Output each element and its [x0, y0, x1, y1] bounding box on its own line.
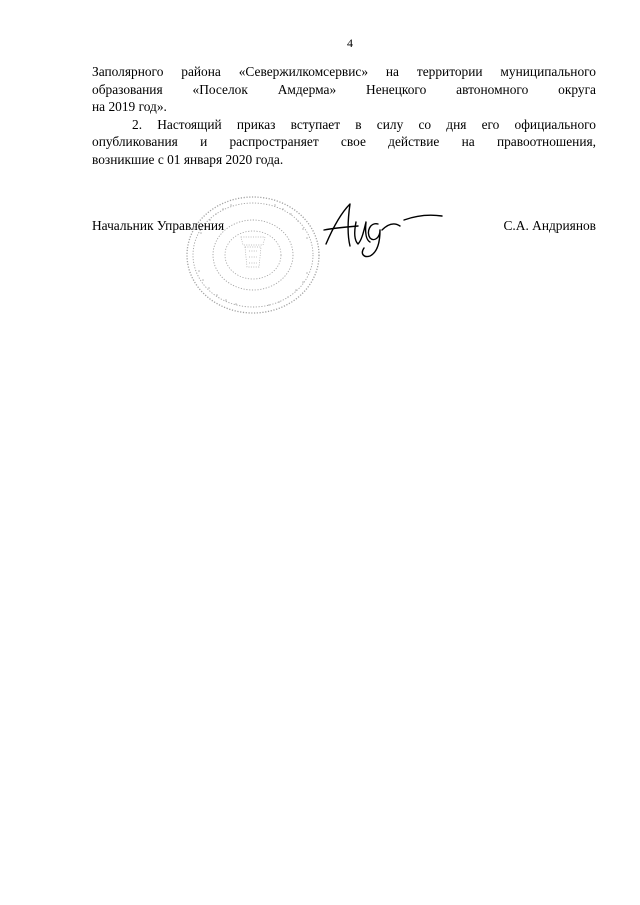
paragraph-continuation — [92, 63, 596, 116]
page-number: 4 — [347, 36, 353, 50]
text-line: на 2019 год». — [92, 99, 167, 115]
official-stamp-icon — [183, 193, 323, 318]
text-line: образования «Поселок Амдерма» Ненецкого автономного округа — [92, 81, 596, 97]
signature-block — [92, 218, 596, 238]
paragraph-item-2 — [92, 116, 596, 169]
text-line: Заполярного района «Севержилкомсервис» на территории муниципального — [92, 64, 596, 79]
signatory-position: Начальник Управления — [92, 218, 225, 233]
signatory-name: С.А. Андриянов — [503, 218, 596, 233]
document-body — [92, 63, 596, 169]
text-line: возникшие с 01 января 2020 года. — [92, 151, 284, 167]
text-line: опубликования и распространяет свое действие на правоотношения, — [92, 134, 596, 150]
text-line: 2. Настоящий приказ вступает в силу со дня его официального — [132, 116, 596, 132]
